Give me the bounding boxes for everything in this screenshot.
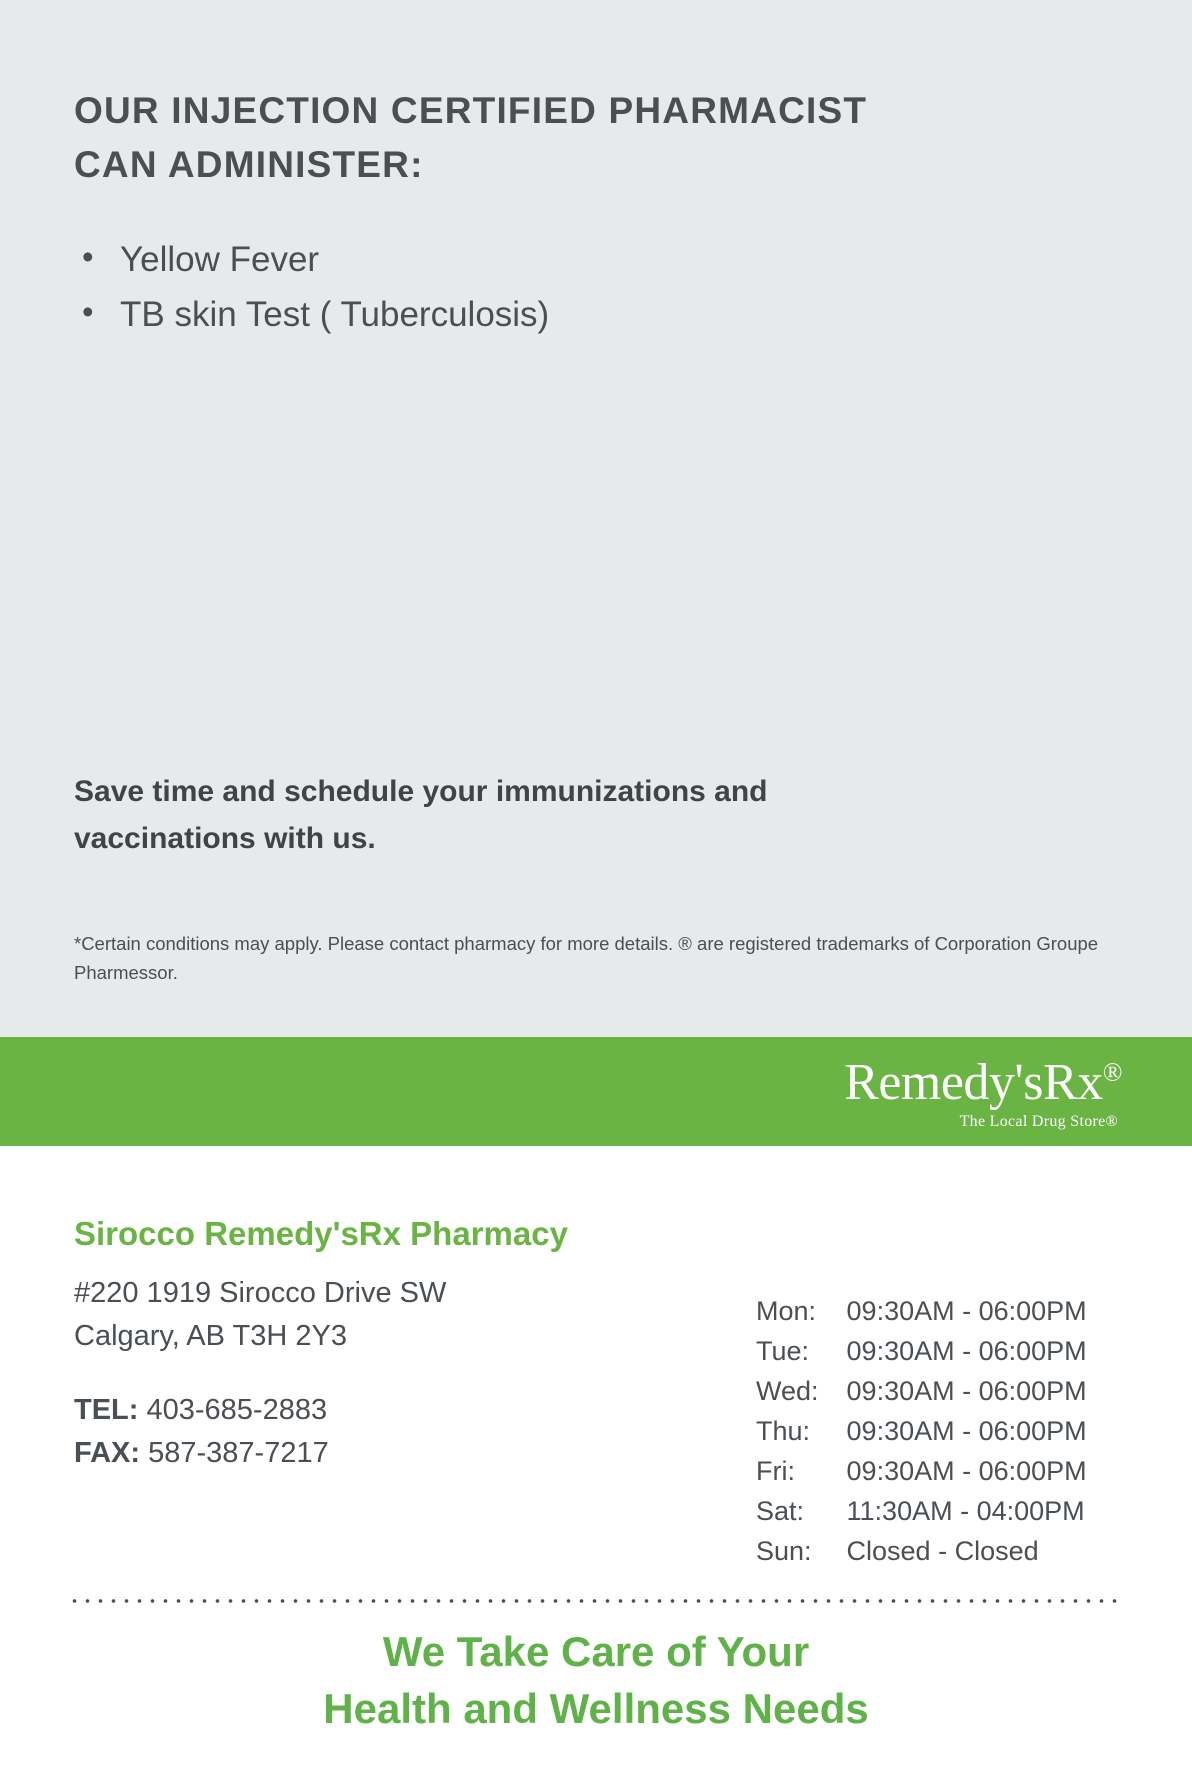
fax-label: FAX: bbox=[74, 1437, 141, 1470]
table-row bbox=[756, 1456, 1087, 1496]
schedule-note: Save time and schedule your immunizations and vaccinations with us. bbox=[74, 775, 768, 856]
table-row bbox=[756, 1336, 1087, 1376]
services-list bbox=[74, 233, 1118, 342]
fax-value: 587-387-7217 bbox=[148, 1437, 329, 1470]
hours-time: 09:30AM - 06:00PM bbox=[846, 1416, 1087, 1446]
hours-day: Sun: bbox=[756, 1536, 812, 1566]
telephone-label: TEL: bbox=[74, 1393, 139, 1426]
table-row bbox=[756, 1536, 1087, 1576]
disclaimer-text: *Certain conditions may apply. Please contact pharmacy for more details. ® are registered trademarks of Corporation Groupe Pharmessor. bbox=[74, 933, 1099, 983]
hours-time: 09:30AM - 06:00PM bbox=[846, 1376, 1087, 1406]
address-line-2: Calgary, AB T3H 2Y3 bbox=[74, 1320, 347, 1353]
hours-day: Fri: bbox=[756, 1456, 795, 1486]
hours-time: 09:30AM - 06:00PM bbox=[846, 1296, 1087, 1326]
list-item: • TB skin Test ( Tuberculosis) bbox=[74, 288, 1118, 342]
hours-day: Sat: bbox=[756, 1496, 805, 1526]
table-row bbox=[756, 1496, 1087, 1536]
hours-day: Thu: bbox=[756, 1416, 811, 1446]
hours-day: Mon: bbox=[756, 1296, 817, 1326]
slogan bbox=[0, 1624, 1192, 1737]
telephone-row bbox=[74, 1389, 714, 1433]
store-info-panel bbox=[0, 1146, 1192, 1785]
telephone-value[interactable]: 403-685-2883 bbox=[146, 1393, 328, 1426]
brand-name bbox=[844, 1054, 1122, 1111]
table-row bbox=[756, 1376, 1087, 1416]
slogan-line-1: We Take Care of Your bbox=[382, 1628, 810, 1675]
hours-day: Tue: bbox=[756, 1336, 810, 1366]
fax-row bbox=[74, 1432, 714, 1476]
brand-bar bbox=[0, 1037, 1192, 1146]
hours-time: 11:30AM - 04:00PM bbox=[846, 1496, 1085, 1526]
store-hours-table bbox=[756, 1296, 1087, 1576]
table-row bbox=[756, 1296, 1087, 1336]
list-item: • Yellow Fever bbox=[74, 233, 1118, 287]
brand-logo bbox=[844, 1054, 1122, 1131]
store-address bbox=[74, 1272, 714, 1359]
hours-time: 09:30AM - 06:00PM bbox=[846, 1336, 1087, 1366]
store-contact bbox=[74, 1389, 714, 1476]
hours-time: Closed - Closed bbox=[846, 1536, 1039, 1566]
hours-day: Wed: bbox=[756, 1376, 819, 1406]
store-name: Sirocco Remedy'sRx Pharmacy bbox=[74, 1215, 568, 1252]
table-row bbox=[756, 1416, 1087, 1456]
address-line-1: #220 1919 Sirocco Drive SW bbox=[74, 1276, 447, 1309]
store-block bbox=[74, 1214, 714, 1476]
slogan-line-2: Health and Wellness Needs bbox=[323, 1684, 869, 1732]
brand-tagline: The Local Drug Store® bbox=[959, 1113, 1118, 1130]
dotted-divider bbox=[68, 1598, 1124, 1604]
page-title: OUR INJECTION CERTIFIED PHARMACIST CAN ADMINISTER: bbox=[74, 90, 868, 185]
brand-name-text: Remedy'sRx bbox=[844, 1054, 1103, 1111]
registered-mark-icon: ® bbox=[1102, 1057, 1122, 1087]
hours-time: 09:30AM - 06:00PM bbox=[846, 1456, 1087, 1486]
